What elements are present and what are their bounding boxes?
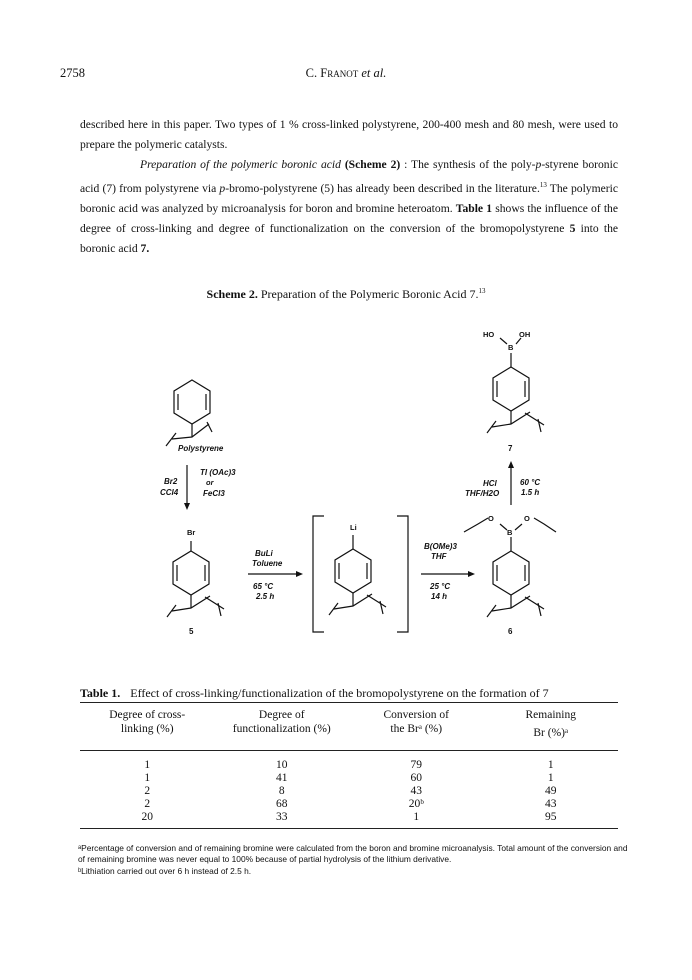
table-caption — [80, 686, 620, 701]
cell-cross-linking: 2 — [144, 785, 151, 797]
reaction-scheme — [0, 300, 692, 645]
step2-time: 2.5 h — [256, 592, 275, 601]
header-cross-linking-line1: Degree of cross- — [109, 709, 186, 721]
header-cross-linking-line2: linking (%) — [120, 723, 174, 735]
step1-solvent-ccl4: CCl4 — [160, 488, 179, 497]
para2-text-a: : The synthesis of the poly- — [404, 158, 536, 171]
cell-remaining-br: 95 — [545, 811, 557, 823]
header-conversion-line1: Conversion of — [383, 709, 449, 721]
body-text — [80, 115, 618, 259]
step3-time: 14 h — [431, 592, 448, 601]
header-remaining-br — [484, 703, 619, 751]
cell-remaining-br: 43 — [545, 798, 557, 810]
cell-cross-linking: 1 — [144, 759, 151, 771]
step2-arrowhead — [296, 571, 303, 577]
step2-temp: 65 °C — [253, 582, 274, 591]
step2-solvent-toluene: Toluene — [252, 559, 283, 568]
para2-table-ref: Table 1 — [455, 201, 493, 215]
header-functionalization — [215, 703, 350, 751]
right-bracket — [397, 516, 408, 632]
running-head-authors: C. Franot — [305, 66, 359, 80]
cell-remaining-br: 1 — [547, 759, 554, 771]
para2-text-e: shows the influence of the degree of cross-linking and degree of functionalization on the conversion of the bromopolystyrene — [80, 201, 618, 235]
cell-conversion: 20ᵇ — [408, 798, 424, 810]
cell-cross-linking: 1 — [144, 772, 151, 784]
compound-5-structure — [167, 541, 224, 617]
polystyrene-structure — [166, 380, 212, 446]
hydroxyl-left-label: HO — [483, 330, 495, 339]
ester-oxygen-left: O — [488, 514, 494, 523]
cell-conversion: 79 — [410, 759, 422, 771]
step4-time: 1.5 h — [521, 488, 540, 497]
para2-scheme-ref: (Scheme 2) — [344, 158, 401, 171]
br-substituent-label: Br — [187, 528, 196, 537]
table-caption-label: Table 1. — [80, 686, 121, 700]
compound-6-label: 6 — [508, 627, 513, 636]
para2-cmpd5: 5 — [569, 221, 576, 235]
running-head — [0, 66, 692, 81]
step4-reagent-hcl: HCl — [483, 479, 497, 488]
step3-temp: 25 °C — [430, 582, 451, 591]
compound-7-structure — [487, 338, 544, 433]
table-row — [80, 751, 618, 773]
step4-arrowhead — [508, 461, 514, 468]
step1-or: or — [206, 478, 214, 487]
page-number: 2758 — [60, 66, 85, 80]
cell-conversion: 60 — [410, 772, 422, 784]
para2-p-italic-2: p — [219, 181, 226, 195]
results-table — [80, 702, 618, 829]
step3-arrowhead — [468, 571, 475, 577]
header-remaining-br-line2: Br (%)ᵃ — [533, 727, 569, 739]
cell-conversion: 1 — [413, 811, 420, 823]
ester-boron: B — [507, 528, 513, 537]
boronic-acid-boron: B — [508, 343, 514, 352]
step1-catalyst-fecl3: FeCl3 — [203, 489, 225, 498]
header-functionalization-line2: functionalization (%) — [232, 723, 331, 735]
table-row — [80, 785, 618, 798]
para2-cmpd7: 7. — [140, 241, 150, 255]
para2-p-italic: p — [535, 158, 542, 171]
cell-cross-linking: 2 — [144, 798, 151, 810]
paragraph-2 — [80, 155, 618, 259]
polystyrene-label: Polystyrene — [178, 444, 224, 453]
left-bracket — [313, 516, 324, 632]
li-substituent-label: Li — [350, 523, 357, 532]
step4-solvent: THF/H2O — [465, 489, 500, 498]
step4-temp: 60 °C — [520, 478, 541, 487]
compound-7-label: 7 — [508, 444, 513, 453]
paragraph-1: described here in this paper. Two types of 1 % cross-linked polystyrene, 200-400 mesh and 80 mesh, were used to prepare the polymeric catalysts. — [80, 118, 618, 151]
cell-functionalization: 33 — [276, 811, 288, 823]
header-conversion — [349, 703, 484, 751]
scheme-title-ref: 13 — [478, 287, 486, 295]
header-cross-linking — [80, 703, 215, 751]
scheme-title-rest: Preparation of the Polymeric Boronic Acid 7. — [257, 287, 479, 301]
running-head-etal: et al. — [361, 66, 387, 80]
table-row — [80, 798, 618, 811]
header-conversion-line2: the Brᵃ (%) — [390, 723, 443, 735]
para2-text-d: The polymeric boronic acid was analyzed by microanalysis for boron and bromine heteroatom. — [80, 181, 618, 215]
para2-text-f: into the boronic acid — [80, 221, 619, 255]
table-caption-text: Effect of cross-linking/functionalization of the bromopolystyrene on the formation of 7 — [130, 686, 549, 700]
table-header-row — [80, 703, 618, 751]
step3-reagent-bome3: B(OMe)3 — [424, 542, 457, 551]
ester-oxygen-right: O — [524, 514, 530, 523]
cell-remaining-br: 1 — [547, 772, 554, 784]
step1-arrowhead — [184, 503, 190, 510]
header-remaining-br-line1: Remaining — [525, 709, 576, 721]
cell-functionalization: 8 — [278, 785, 285, 797]
cell-remaining-br: 49 — [545, 785, 557, 797]
footnote-a: ᵃPercentage of conversion and of remaining bromine were calculated from the boron and bromine microanalysis. Total amount of the conversion and of remaining bromine was never equal to 100% because of partial hydrolysis of the lithium derivative. — [78, 843, 628, 864]
para2-italic-lead: Preparation of the polymeric boronic acid — [140, 158, 341, 171]
header-functionalization-line1: Degree of — [258, 709, 305, 721]
footnote-b: ᵇLithiation carried out over 6 h instead of 2.5 h. — [78, 866, 252, 876]
scheme-title-bold: Scheme 2. — [206, 287, 258, 301]
cell-functionalization: 10 — [276, 759, 288, 771]
cell-functionalization: 68 — [276, 798, 288, 810]
step1-catalyst-tl: Tl (OAc)3 — [200, 468, 236, 477]
cell-conversion: 43 — [410, 785, 422, 797]
step3-solvent-thf: THF — [431, 552, 447, 561]
cell-cross-linking: 20 — [141, 811, 153, 823]
table-row — [80, 811, 618, 829]
table-row — [80, 772, 618, 785]
lithium-intermediate-structure — [329, 535, 386, 615]
hydroxyl-right-label: OH — [519, 330, 531, 339]
compound-5-label: 5 — [189, 627, 194, 636]
cell-functionalization: 41 — [276, 772, 288, 784]
para2-ref: 13 — [539, 181, 547, 189]
para2-text-c: -bromo-polystyrene (5) has already been described in the literature. — [225, 181, 540, 195]
para2-text-b: -styrene boronic acid (7) from polystyrene via — [80, 158, 618, 195]
step2-reagent-buli: BuLi — [255, 549, 273, 558]
step1-reagent-br2: Br2 — [164, 477, 178, 486]
